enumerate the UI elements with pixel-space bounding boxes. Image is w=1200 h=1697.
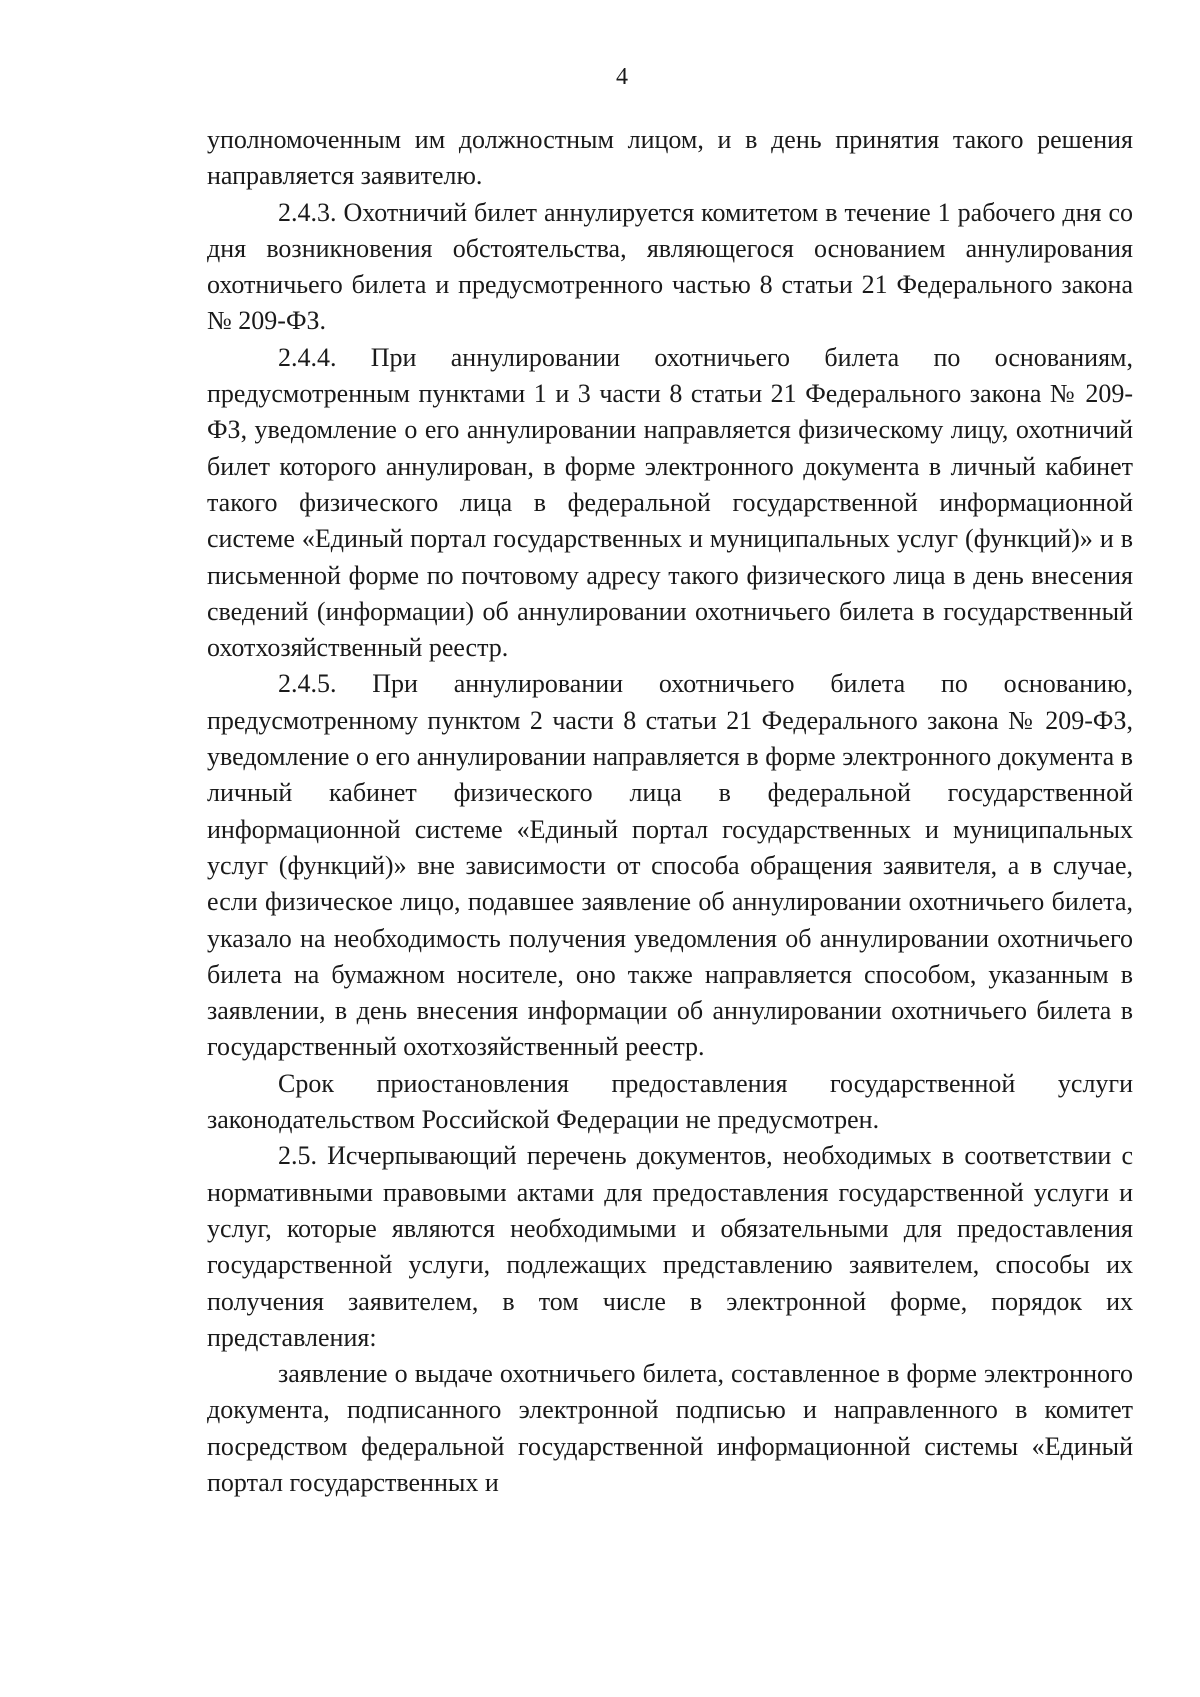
paragraph-2-4-4: 2.4.4. При аннулировании охотничьего билета по основаниям, предусмотренным пунктами 1 и 3 части 8 статьи 21 Федерального закона № 209-ФЗ, уведомление о его аннулировании направляется физическому лицу, охотничий билет которого аннулирован, в форме электронного документа в личный кабинет такого физического лица в федеральной государственной информационной системе «Единый портал государственных и муниципальных услуг (функций)» и в письменной форме по почтовому адресу такого физического лица в день внесения сведений (информации) об аннулировании охотничьего билета в государственный охотхозяйственный реестр. [207, 342, 1133, 663]
paragraph-continuation: уполномоченным им должностным лицом, и в день принятия такого решения направляется заявителю. [207, 125, 1133, 191]
paragraph-2-5: 2.5. Исчерпывающий перечень документов, необходимых в соответствии с нормативными правовыми актами для предоставления государственной услуги и услуг, которые являются необходимыми и обязательными для предоставления государственной услуги, подлежащих представлению заявителем, способы их получения заявителем, в том числе в электронной форме, порядок их представления: [207, 1141, 1133, 1352]
document-body [207, 122, 1133, 1501]
page-number: 4 [616, 64, 628, 90]
paragraph-suspension-term: Срок приостановления предоставления государственной услуги законодательством Российской Федерации не предусмотрен. [207, 1068, 1133, 1135]
paragraph-2-4-3: 2.4.3. Охотничий билет аннулируется комитетом в течение 1 рабочего дня со дня возникновения обстоятельства, являющегося основанием аннулирования охотничьего билета и предусмотренного частью 8 статьи 21 Федерального закона № 209-ФЗ. [207, 197, 1133, 336]
paragraph-application-item: заявление о выдаче охотничьего билета, составленное в форме электронного документа, подписанного электронной подписью и направленного в комитет посредством федеральной государственной информационной системы «Единый портал государственных и [207, 1359, 1133, 1497]
paragraph-2-4-5: 2.4.5. При аннулировании охотничьего билета по основанию, предусмотренному пунктом 2 части 8 статьи 21 Федерального закона № 209-ФЗ, уведомление о его аннулировании направляется в форме электронного документа в личный кабинет физического лица в федеральной государственной информационной системе «Единый портал государственных и муниципальных услуг (функций)» вне зависимости от способа обращения заявителя, а в случае, если физическое лицо, подавшее заявление об аннулировании охотничьего билета, указало на необходимость получения уведомления об аннулировании охотничьего билета на бумажном носителе, оно также направляется способом, указанным в заявлении, в день внесения информации об аннулировании охотничьего билета в государственный охотхозяйственный реестр. [207, 669, 1133, 1062]
